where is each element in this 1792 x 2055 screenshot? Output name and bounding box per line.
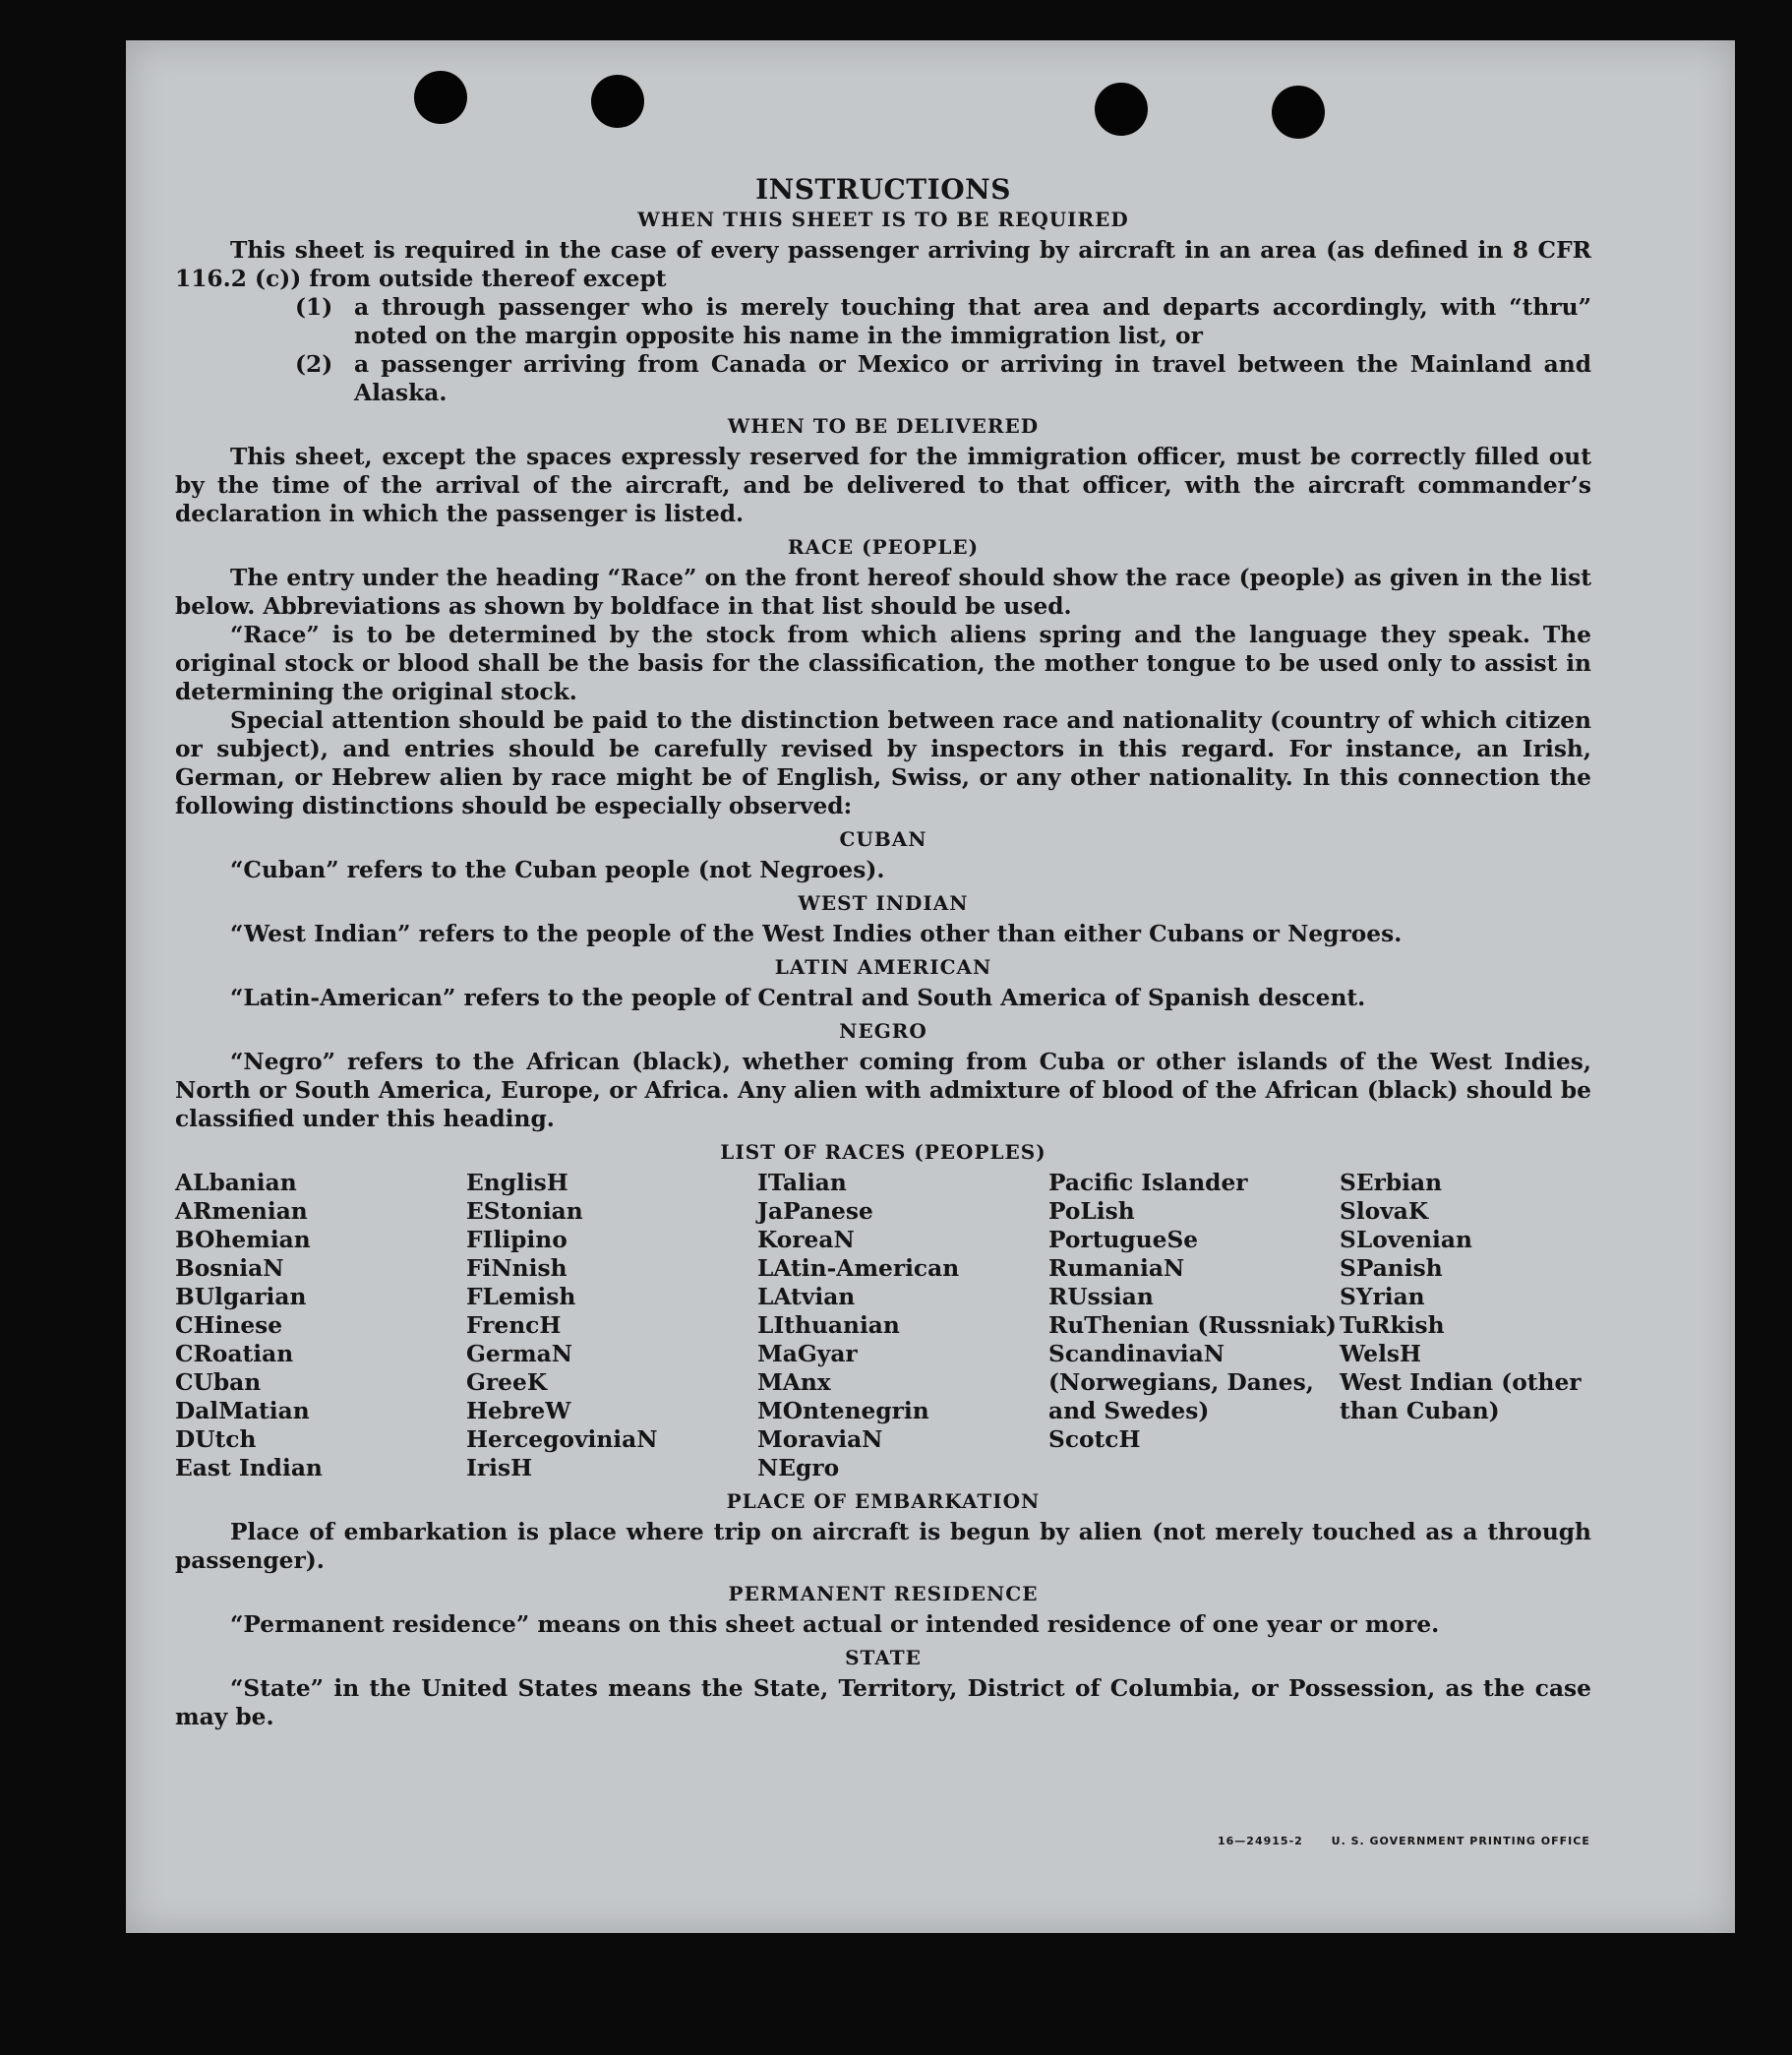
printer-footer	[1218, 1835, 1614, 1847]
section-heading-embarkation: PLACE OF EMBARKATION	[726, 1489, 1041, 1513]
negro-text: “Negro” refers to the African (black), whether coming from Cuba or other islands of the West Indies, North or South America, Europe, or Africa. Any alien with admixture of blood of the African (black) should be classified under this heading.	[175, 1049, 1591, 1132]
race-list-item: MaGyar	[757, 1341, 858, 1367]
race-list-item: East Indian	[175, 1455, 323, 1481]
race-list-item: EStonian	[466, 1198, 583, 1225]
race-list-item: MAnx	[757, 1369, 831, 1396]
delivered-text: This sheet, except the spaces expressly reserved for the immigration officer, must be correctly filled out by the time of the arrival of the aircraft, and be delivered to that officer, with the aircraft commander’s declaration in which the passenger is listed.	[175, 444, 1591, 527]
embarkation-text: Place of embarkation is place where trip on aircraft is begun by alien (not merely touched as a through passenger).	[175, 1519, 1591, 1574]
race-list-item: GreeK	[466, 1369, 548, 1396]
races-column-5	[1340, 1169, 1591, 1482]
race-list-item: LAtvian	[757, 1284, 856, 1310]
punch-hole	[591, 75, 644, 128]
race-list-item: JaPanese	[757, 1198, 873, 1225]
race-list-item: CHinese	[175, 1312, 283, 1339]
race-list-item: MoraviaN	[757, 1426, 883, 1453]
punch-hole	[414, 71, 467, 124]
race-list-item: ARmenian	[175, 1198, 308, 1225]
section-heading-latin-american: LATIN AMERICAN	[774, 955, 992, 979]
race-list-item: LIthuanian	[757, 1312, 900, 1339]
race-list-item: LAtin-American	[757, 1255, 960, 1282]
race-list-item: SlovaK	[1340, 1198, 1429, 1225]
punch-hole	[1095, 83, 1148, 136]
race-list-item: RumaniaN	[1048, 1255, 1185, 1282]
form-number: 16—24915-2	[1218, 1835, 1303, 1847]
race-list-item: West Indian (other than Cuban)	[1340, 1369, 1582, 1424]
race-list-item: EnglisH	[466, 1170, 568, 1196]
race-list-item: BOhemian	[175, 1227, 311, 1253]
race-list-item: Pacific Islander	[1048, 1170, 1248, 1196]
section-heading-west-indian: WEST INDIAN	[798, 891, 969, 915]
race-list-item: ALbanian	[175, 1170, 297, 1196]
exception-number: (2)	[295, 351, 333, 378]
punch-hole	[1272, 86, 1325, 139]
race-list-item: RUssian	[1048, 1284, 1154, 1310]
section-heading-delivered: WHEN TO BE DELIVERED	[727, 414, 1040, 438]
race-list-item: NEgro	[757, 1455, 840, 1481]
state-text: “State” in the United States means the State, Territory, District of Columbia, or Possession, as the case may be.	[175, 1675, 1591, 1730]
race-list-item: BosniaN	[175, 1255, 284, 1282]
race-paragraph-3: Special attention should be paid to the distinction between race and nationality (country of which citizen or subject), and entries should be carefully revised by inspectors in this regard. For instance, an Irish, German, or Hebrew alien by race might be of English, Swiss, or any other nationality. In this connection the following distinctions should be especially observed:	[175, 707, 1591, 819]
race-list-item: MOntenegrin	[757, 1398, 929, 1424]
race-list-item: HercegoviniaN	[466, 1426, 658, 1453]
race-list-item: SErbian	[1340, 1170, 1443, 1196]
race-list-item: DUtch	[175, 1426, 257, 1453]
exception-number: (1)	[295, 294, 333, 321]
exception-item	[175, 350, 1591, 407]
latin-american-text: “Latin-American” refers to the people of Central and South America of Spanish descent.	[230, 985, 1366, 1011]
race-list-item: FIlipino	[466, 1227, 567, 1253]
exception-text: a passenger arriving from Canada or Mexico or arriving in travel between the Mainland and Alaska.	[354, 351, 1591, 406]
race-list-item: HebreW	[466, 1398, 571, 1424]
section-heading-negro: NEGRO	[839, 1019, 927, 1043]
section-heading-race: RACE (PEOPLE)	[787, 535, 980, 559]
race-list-item: RuThenian (Russniak)	[1048, 1312, 1337, 1339]
race-list-item: SYrian	[1340, 1284, 1425, 1310]
race-list-item: PortugueSe	[1048, 1227, 1199, 1253]
race-list-item: WelsH	[1340, 1341, 1422, 1367]
section-heading-required: WHEN THIS SHEET IS TO BE REQUIRED	[637, 208, 1129, 231]
race-list-item: KoreaN	[757, 1227, 855, 1253]
race-list-item: ITalian	[757, 1170, 847, 1196]
races-column-1	[175, 1169, 466, 1482]
race-list-item: PoLish	[1048, 1198, 1135, 1225]
races-list	[175, 1169, 1591, 1482]
section-heading-residence: PERMANENT RESIDENCE	[728, 1582, 1039, 1605]
exception-text: a through passenger who is merely touching that area and departs accordingly, with “thru” noted on the margin opposite his name in the immigration list, or	[354, 294, 1591, 349]
race-list-item: CRoatian	[175, 1341, 294, 1367]
residence-text: “Permanent residence” means on this sheet actual or intended residence of one year or more.	[230, 1611, 1440, 1638]
race-list-item: IrisH	[466, 1455, 533, 1481]
races-column-2	[466, 1169, 757, 1482]
race-list-item: ScandinaviaN (Norwegians, Danes, and Swedes)	[1048, 1341, 1314, 1424]
race-list-item: FLemish	[466, 1284, 576, 1310]
exception-item	[175, 293, 1591, 350]
race-paragraph-2: “Race” is to be determined by the stock from which aliens spring and the language they speak. The original stock or blood shall be the basis for the classification, the mother tongue to be used only to assist in determining the original stock.	[175, 622, 1591, 705]
printer-name: U. S. GOVERNMENT PRINTING OFFICE	[1331, 1835, 1590, 1847]
required-intro: This sheet is required in the case of every passenger arriving by aircraft in an area (as defined in 8 CFR 116.2 (c)) from outside thereof except	[175, 237, 1591, 292]
race-list-item: DalMatian	[175, 1398, 310, 1424]
races-column-3	[757, 1169, 1048, 1482]
cuban-text: “Cuban” refers to the Cuban people (not Negroes).	[230, 857, 885, 883]
west-indian-text: “West Indian” refers to the people of the West Indies other than either Cubans or Negroes.	[230, 921, 1403, 947]
race-list-item: CUban	[175, 1369, 262, 1396]
races-column-4	[1048, 1169, 1340, 1482]
race-list-item: SLovenian	[1340, 1227, 1472, 1253]
race-list-item: GermaN	[466, 1341, 573, 1367]
instructions-content	[175, 173, 1591, 1731]
section-heading-cuban: CUBAN	[839, 827, 927, 851]
race-list-item: BUlgarian	[175, 1284, 307, 1310]
section-heading-list-of-races: LIST OF RACES (PEOPLES)	[720, 1140, 1046, 1164]
race-list-item: FiNnish	[466, 1255, 567, 1282]
race-list-item: FrencH	[466, 1312, 562, 1339]
page-title: INSTRUCTIONS	[755, 173, 1011, 206]
race-list-item: SPanish	[1340, 1255, 1443, 1282]
race-list-item: TuRkish	[1340, 1312, 1445, 1339]
section-heading-state: STATE	[845, 1646, 922, 1669]
race-paragraph-1: The entry under the heading “Race” on the front hereof should show the race (people) as given in the list below. Abbreviations as shown by boldface in that list should be used.	[175, 565, 1591, 620]
race-list-item: ScotcH	[1048, 1426, 1141, 1453]
